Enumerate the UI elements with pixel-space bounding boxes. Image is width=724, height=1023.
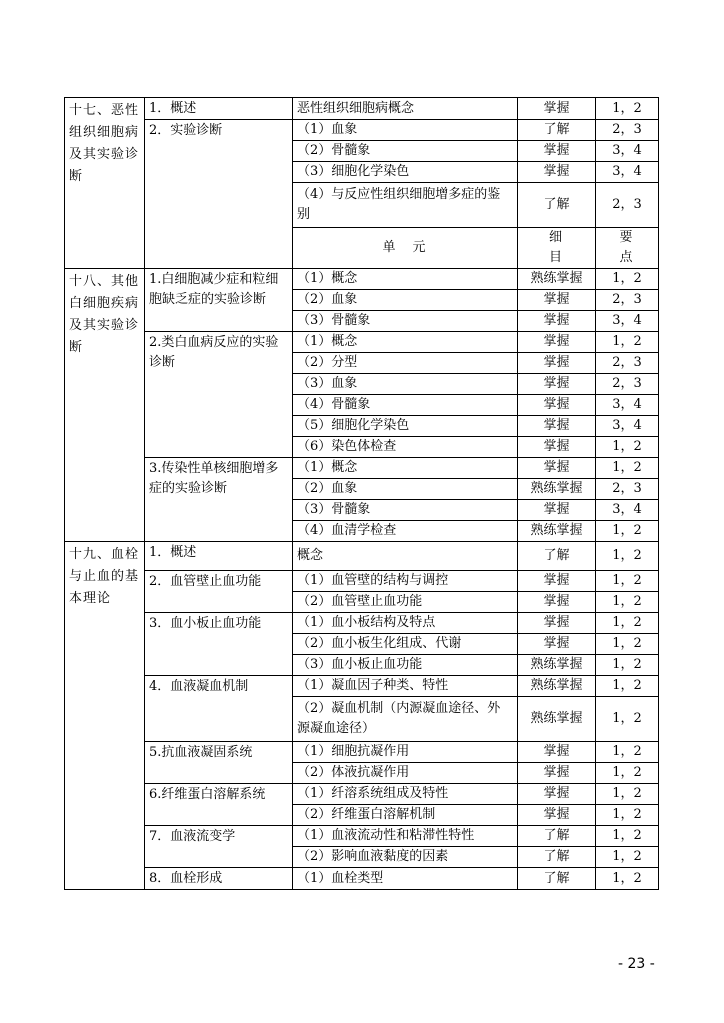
subject-cell: 1，2: [596, 521, 659, 542]
subject-cell: 2，3: [596, 120, 659, 141]
table-row: [65, 613, 659, 634]
subject-cell: 2，3: [596, 374, 659, 395]
point-cell: （1）概念: [293, 332, 518, 353]
point-cell: （3）血小板止血功能: [293, 655, 518, 676]
header-point: 要 点: [596, 228, 659, 269]
subject-cell: 2，3: [596, 290, 659, 311]
subject-cell: 1，2: [596, 655, 659, 676]
subject-cell: 2，3: [596, 353, 659, 374]
point-cell: （1）概念: [293, 269, 518, 290]
point-cell: （2）血小板生化组成、代谢: [293, 634, 518, 655]
req-cell: 掌握: [518, 98, 596, 120]
point-cell: （3）细胞化学染色: [293, 162, 518, 183]
unit-cell: 十八、其他白细胞疾病及其实验诊断: [65, 269, 145, 542]
req-cell: 掌握: [518, 592, 596, 613]
req-cell: 熟练掌握: [518, 479, 596, 500]
req-cell: 掌握: [518, 311, 596, 332]
table-row: [65, 742, 659, 763]
table-row: [65, 458, 659, 479]
detail-cell: 2.类白血病反应的实验诊断: [145, 332, 293, 458]
table-row: [65, 332, 659, 353]
point-cell: （2）体液抗凝作用: [293, 763, 518, 784]
table-row: [65, 784, 659, 805]
table-row: [65, 826, 659, 847]
point-cell: （2）血象: [293, 290, 518, 311]
req-cell: 熟练掌握: [518, 697, 596, 742]
detail-cell: 2．血管壁止血功能: [145, 571, 293, 613]
req-cell: 掌握: [518, 290, 596, 311]
detail-cell: 4．血液凝血机制: [145, 676, 293, 742]
req-cell: 掌握: [518, 763, 596, 784]
req-cell: 了解: [518, 542, 596, 571]
point-cell: （1）纤溶系统组成及特性: [293, 784, 518, 805]
subject-cell: 1，2: [596, 458, 659, 479]
subject-cell: 3，4: [596, 500, 659, 521]
req-cell: 掌握: [518, 458, 596, 479]
req-cell: 了解: [518, 120, 596, 141]
point-cell: （2）血象: [293, 479, 518, 500]
point-cell: （3）骨髓象: [293, 500, 518, 521]
req-cell: 掌握: [518, 332, 596, 353]
req-cell: 掌握: [518, 805, 596, 826]
point-cell: （1）概念: [293, 458, 518, 479]
table-row: [65, 676, 659, 697]
subject-cell: 3，4: [596, 395, 659, 416]
req-cell: 掌握: [518, 395, 596, 416]
detail-cell: 1．概述: [145, 542, 293, 571]
req-cell: 掌握: [518, 374, 596, 395]
subject-cell: 1，2: [596, 784, 659, 805]
subject-cell: 1，2: [596, 613, 659, 634]
subject-cell: 1，2: [596, 868, 659, 890]
req-cell: 掌握: [518, 162, 596, 183]
detail-cell: 2．实验诊断: [145, 120, 293, 269]
point-cell: （3）血象: [293, 374, 518, 395]
req-cell: 掌握: [518, 571, 596, 592]
detail-cell: 8．血栓形成: [145, 868, 293, 890]
req-cell: 掌握: [518, 141, 596, 162]
point-cell: （1）血象: [293, 120, 518, 141]
detail-cell: 1．概述: [145, 98, 293, 120]
subject-cell: 1，2: [596, 332, 659, 353]
table-row: [65, 571, 659, 592]
subject-cell: 2，3: [596, 479, 659, 500]
req-cell: 了解: [518, 847, 596, 868]
subject-cell: 1，2: [596, 826, 659, 847]
req-cell: 熟练掌握: [518, 655, 596, 676]
page-number: - 23 -: [618, 956, 655, 972]
point-cell: （1）血栓类型: [293, 868, 518, 890]
header-unit: 单 元: [293, 228, 518, 269]
subject-cell: 1，2: [596, 542, 659, 571]
detail-cell: 3.传染性单核细胞增多症的实验诊断: [145, 458, 293, 542]
req-cell: 掌握: [518, 613, 596, 634]
req-cell: 掌握: [518, 784, 596, 805]
req-cell: 熟练掌握: [518, 269, 596, 290]
req-cell: 了解: [518, 826, 596, 847]
point-cell: （1）血管壁的结构与调控: [293, 571, 518, 592]
subject-cell: 3，4: [596, 141, 659, 162]
subject-cell: 1，2: [596, 697, 659, 742]
subject-cell: 1，2: [596, 98, 659, 120]
point-cell: （4）骨髓象: [293, 395, 518, 416]
table-row: [65, 269, 659, 290]
req-cell: 掌握: [518, 500, 596, 521]
subject-cell: 1，2: [596, 437, 659, 458]
detail-cell: 1.白细胞减少症和粒细胞缺乏症的实验诊断: [145, 269, 293, 332]
subject-cell: 1，2: [596, 847, 659, 868]
req-cell: 掌握: [518, 634, 596, 655]
point-cell: （2）骨髓象: [293, 141, 518, 162]
point-cell: （6）染色体检查: [293, 437, 518, 458]
point-cell: （2）凝血机制（内源凝血途径、外源凝血途径）: [293, 697, 518, 742]
subject-cell: 1，2: [596, 571, 659, 592]
point-cell: （4）血清学检查: [293, 521, 518, 542]
subject-cell: 1，2: [596, 763, 659, 784]
point-cell: （1）细胞抗凝作用: [293, 742, 518, 763]
detail-cell: 6.纤维蛋白溶解系统: [145, 784, 293, 826]
req-cell: 了解: [518, 183, 596, 228]
subject-cell: 3，4: [596, 311, 659, 332]
req-cell: 熟练掌握: [518, 521, 596, 542]
unit-cell: 十九、血栓与止血的基本理论: [65, 542, 145, 890]
table-row: [65, 98, 659, 120]
detail-cell: 7．血液流变学: [145, 826, 293, 868]
subject-cell: 1，2: [596, 805, 659, 826]
point-cell: 恶性组织细胞病概念: [293, 98, 518, 120]
req-cell: 掌握: [518, 353, 596, 374]
subject-cell: 1，2: [596, 634, 659, 655]
point-cell: （1）凝血因子种类、特性: [293, 676, 518, 697]
req-cell: 熟练掌握: [518, 676, 596, 697]
req-cell: 掌握: [518, 437, 596, 458]
table-row: [65, 868, 659, 890]
unit-cell: 十七、恶性组织细胞病及其实验诊断: [65, 98, 145, 269]
point-cell: （2）影响血液黏度的因素: [293, 847, 518, 868]
subject-cell: 1，2: [596, 592, 659, 613]
table-row: [65, 120, 659, 141]
point-cell: （4）与反应性组织细胞增多症的鉴别: [293, 183, 518, 228]
point-cell: （3）骨髓象: [293, 311, 518, 332]
detail-cell: 3．血小板止血功能: [145, 613, 293, 676]
point-cell: 概念: [293, 542, 518, 571]
point-cell: （2）血管壁止血功能: [293, 592, 518, 613]
req-cell: 掌握: [518, 416, 596, 437]
syllabus-table: [64, 97, 680, 890]
table-row: [65, 542, 659, 571]
subject-cell: 1，2: [596, 269, 659, 290]
subject-cell: 1，2: [596, 676, 659, 697]
detail-cell: 5.抗血液凝固系统: [145, 742, 293, 784]
subject-cell: 3，4: [596, 416, 659, 437]
subject-cell: 3，4: [596, 162, 659, 183]
header-detail: 细 目: [518, 228, 596, 269]
point-cell: （2）纤维蛋白溶解机制: [293, 805, 518, 826]
point-cell: （1）血液流动性和粘滞性特性: [293, 826, 518, 847]
req-cell: 掌握: [518, 742, 596, 763]
point-cell: （1）血小板结构及特点: [293, 613, 518, 634]
subject-cell: 2，3: [596, 183, 659, 228]
point-cell: （5）细胞化学染色: [293, 416, 518, 437]
req-cell: 了解: [518, 868, 596, 890]
subject-cell: 1，2: [596, 742, 659, 763]
point-cell: （2）分型: [293, 353, 518, 374]
